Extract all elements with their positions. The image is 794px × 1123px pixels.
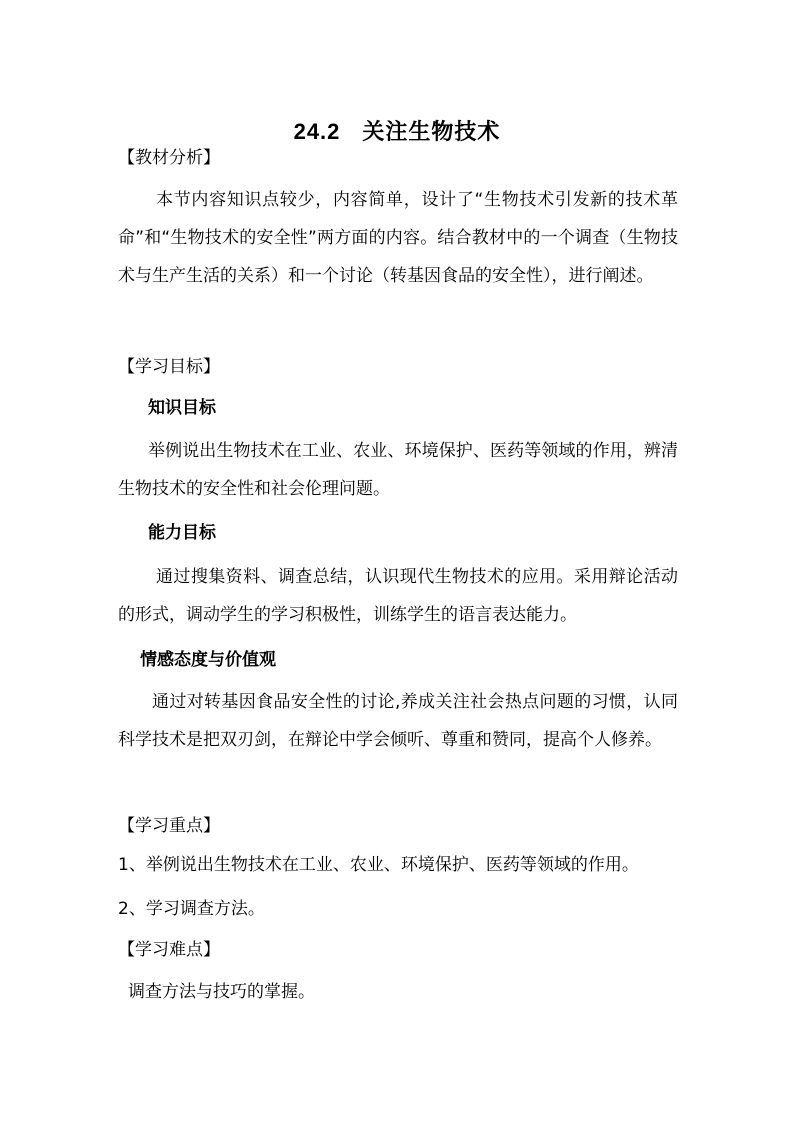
section-number: 24.2 [293,118,341,144]
key-point-item: 1、举例说出生物技术在工业、农业、环境保护、医药等领域的作用。 [118,855,639,875]
knowledge-goal-label: 知识目标 [148,398,216,418]
title-text: 关注生物技术 [362,119,501,145]
emotion-goal-label: 情感态度与价值观 [140,650,276,670]
goals-heading: 【学习目标】 [118,357,220,377]
ability-goal-body: 通过搜集资料、调查总结，认识现代生物技术的应用。采用辩论活动的形式，调动学生的学习积极性，训练学生的语言表达能力。 [118,567,678,625]
key-point-item: 2、学习调查方法。 [118,899,265,919]
difficulties-heading: 【学习难点】 [118,940,220,960]
difficulties-body: 调查方法与技巧的掌握。 [128,982,315,1002]
ability-goal-label: 能力目标 [148,523,216,543]
analysis-body: 本节内容知识点较少，内容简单，设计了“生物技术引发新的技术革命”和“生物技术的安全性”两方面的内容。结合教材中的一个调查（生物技术与生产生活的关系）和一个讨论（转基因食品的安全性），进行阐述。 [118,190,678,286]
emotion-goal-body: 通过对转基因食品安全性的讨论,养成关注社会热点问题的习惯，认同科学技术是把双刃剑，在辩论中学会倾听、尊重和赞同，提高个人修养。 [118,692,678,750]
key-points-heading: 【学习重点】 [118,816,220,836]
knowledge-goal-body: 举例说出生物技术在工业、农业、环境保护、医药等领域的作用，辨清生物技术的安全性和社会伦理问题。 [118,441,678,499]
analysis-heading: 【教材分析】 [118,148,220,168]
